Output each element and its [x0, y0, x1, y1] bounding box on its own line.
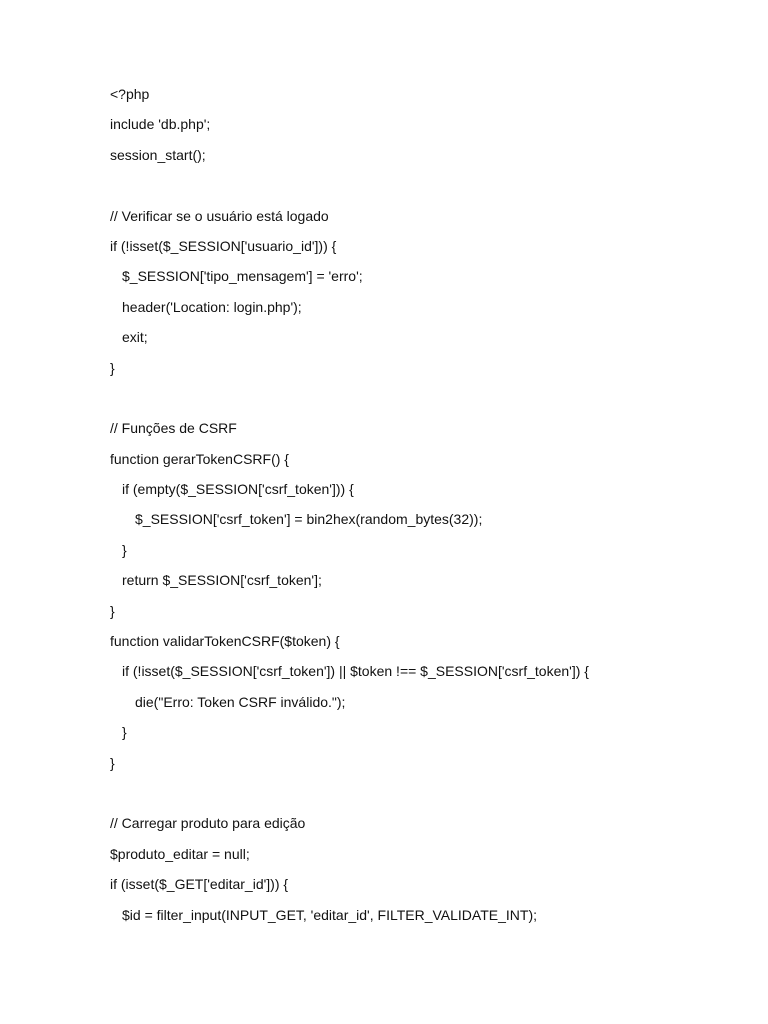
code-line [110, 388, 750, 418]
code-line: } [110, 359, 115, 376]
code-line: $id = filter_input(INPUT_GET, 'editar_id', FILTER_VALIDATE_INT); [122, 906, 537, 923]
code-line: $_SESSION['tipo_mensagem'] = 'erro'; [122, 268, 363, 285]
code-line: } [110, 602, 115, 619]
code-line: if (empty($_SESSION['csrf_token'])) { [122, 481, 354, 498]
code-comment-line: // Carregar produto para edição [110, 815, 306, 832]
code-line: if (!isset($_SESSION['csrf_token']) || $token !== $_SESSION['csrf_token']) { [122, 663, 589, 680]
code-block [110, 84, 750, 935]
code-line: return $_SESSION['csrf_token']; [122, 572, 322, 589]
code-line: } [110, 754, 115, 771]
code-line: if (!isset($_SESSION['usuario_id'])) { [110, 237, 337, 254]
code-line: <?php [110, 86, 150, 102]
code-line: exit; [122, 329, 148, 346]
code-line [110, 783, 750, 813]
code-line: } [122, 541, 127, 558]
code-line: include 'db.php'; [110, 116, 211, 133]
code-line: header('Location: login.php'); [122, 298, 302, 315]
code-line: function validarTokenCSRF($token) { [110, 633, 340, 650]
code-line: $_SESSION['csrf_token'] = bin2hex(random_bytes(32)); [135, 511, 483, 528]
code-line: die("Erro: Token CSRF inválido."); [135, 693, 346, 710]
code-line [110, 175, 750, 205]
code-line: } [122, 724, 127, 741]
code-comment-line: // Verificar se o usuário está logado [110, 207, 329, 224]
code-line: $produto_editar = null; [110, 845, 250, 862]
code-line: if (isset($_GET['editar_id'])) { [110, 876, 289, 893]
code-comment-line: // Funções de CSRF [110, 420, 237, 437]
code-line: function gerarTokenCSRF() { [110, 450, 289, 467]
code-line: session_start(); [110, 146, 206, 163]
